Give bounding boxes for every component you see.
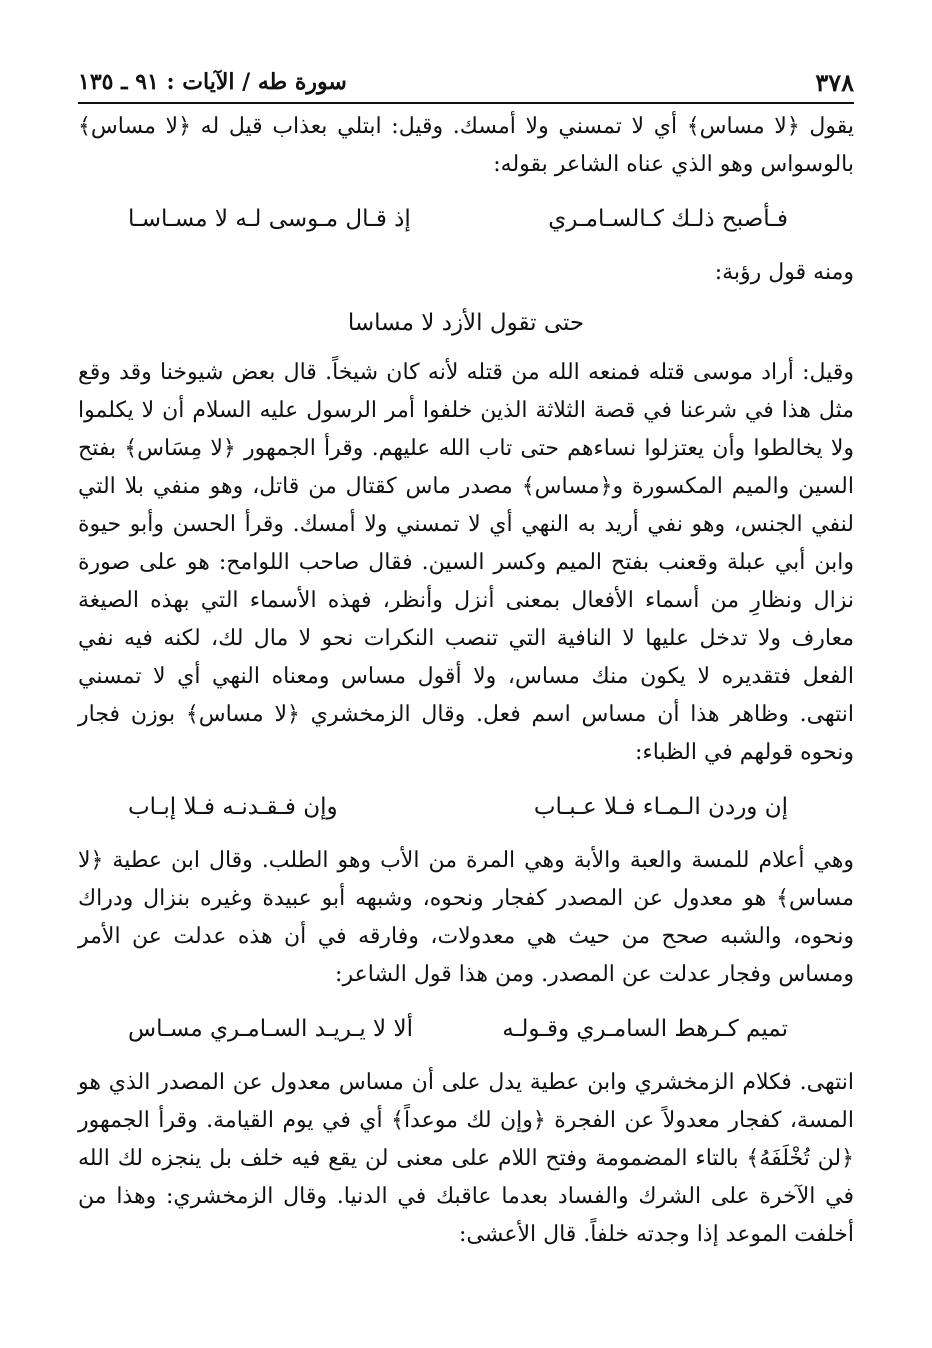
paragraph: وقيل: أراد موسى قتله فمنعه الله من قتله لأنه كان شيخاً. قال بعض شيوخنا وقد وقع مثل هذا في شرعنا في قصة الثلاثة الذين خلفوا أمر الرسول عليه السلام أن لا يكلموا ولا يخالطوا وأن يعتزلوا نساءهم حتى تاب الله عليهم. وقرأ الجمهور ﴿لا مِسَاس﴾ بفتح السين والميم المكسورة و﴿مساس﴾ مصدر ماس كقتال من قاتل، وهو منفي بلا التي لنفي الجنس، وهو نفي أريد به النهي أي لا تمسني ولا أمسك. وقرأ الحسن وأبو حيوة وابن أبي عبلة وقعنب بفتح الميم وكسر السين. فقال صاحب اللوامح: هو على صورة نزال ونظارِ من أسماء الأفعال بمعنى أنزل وأنظر، فهذه الأسماء التي بهذه الصيغة معارف ولا تدخل عليها لا النافية التي تنصب النكرات نحو لا مال لك، لكنه فيه نفي الفعل فتقديره لا يكون منك مساس، ولا أقول مساس ومعناه النهي أي لا تمسني انتهى. وظاهر هذا أن مساس اسم فعل. وقال الزمخشري ﴿لا مساس﴾ بوزن فجار ونحوه قولهم في الظباء: [78, 360, 854, 765]
text-body [78, 108, 854, 1254]
verse-first-hemistich: إن وردن الـمـاء فـلا عـبـاب [533, 794, 788, 820]
poem-verse [78, 184, 854, 254]
page-header [78, 62, 854, 104]
poem-verse [78, 994, 854, 1064]
poem-verse [78, 772, 854, 842]
verse-second-hemistich: وإن فـقـدنـه فـلا إبـاب [128, 794, 338, 820]
paragraph: انتهى. فكلام الزمخشري وابن عطية يدل على أن مساس معدول عن المصدر الذي هو المسة، كفجار معدولاً عن الفجرة ﴿وإن لك موعداً﴾ أي في يوم القيامة. وقرأ الجمهور ﴿لن تُخْلَفَهُ﴾ بالتاء المضمومة وفتح اللام على معنى لن يقع فيه خلف بل ينجزه لك الله في الآخرة على الشرك والفساد بعدما عاقبك في الدنيا. وقال الزمخشري: وهذا من أخلفت الموعد إذا وجدته خلفاً. قال الأعشى: [78, 1070, 854, 1247]
verse-second-hemistich: ألا لا يـريـد السـامـري مسـاس [128, 1016, 413, 1042]
verse-first-hemistich: تميم كـرهط السامـري وقـولـه [502, 1016, 788, 1042]
poem-verse [78, 292, 854, 354]
paragraph: وهي أعلام للمسة والعبة والأبة وهي المرة من الأب وهو الطلب. وقال ابن عطية ﴿لا مساس﴾ هو معدول عن المصدر كفجار ونحوه، وشبهه أبو عبيدة وغيره بنزال ودراك ونحوه، والشبه صحح من حيث هي معدولات، وفارقه في أن هذه عدلت عن الأمر ومساس وفجار عدلت عن المصدر. ومن هذا قول الشاعر: [78, 848, 854, 987]
verse-second-hemistich: إذ قـال مـوسى لـه لا مسـاسـا [128, 206, 411, 232]
paragraph: يقول ﴿لا مساس﴾ أي لا تمسني ولا أمسك. وقيل: ابتلي بعذاب قيل له ﴿لا مساس﴾ بالوسواس وهو الذي عناه الشاعر بقوله: [78, 114, 854, 177]
page-number: ٣٧٨ [815, 67, 854, 97]
verse-line: حتى تقول الأزد لا مساسا [347, 310, 585, 336]
verse-first-hemistich: فـأصبح ذلـك كـالسـامـري [548, 206, 788, 232]
running-title: سورة طه / الآيات : ٩١ ـ ١٣٥ [78, 69, 347, 95]
paragraph: ومنه قول رؤبة: [714, 260, 854, 285]
